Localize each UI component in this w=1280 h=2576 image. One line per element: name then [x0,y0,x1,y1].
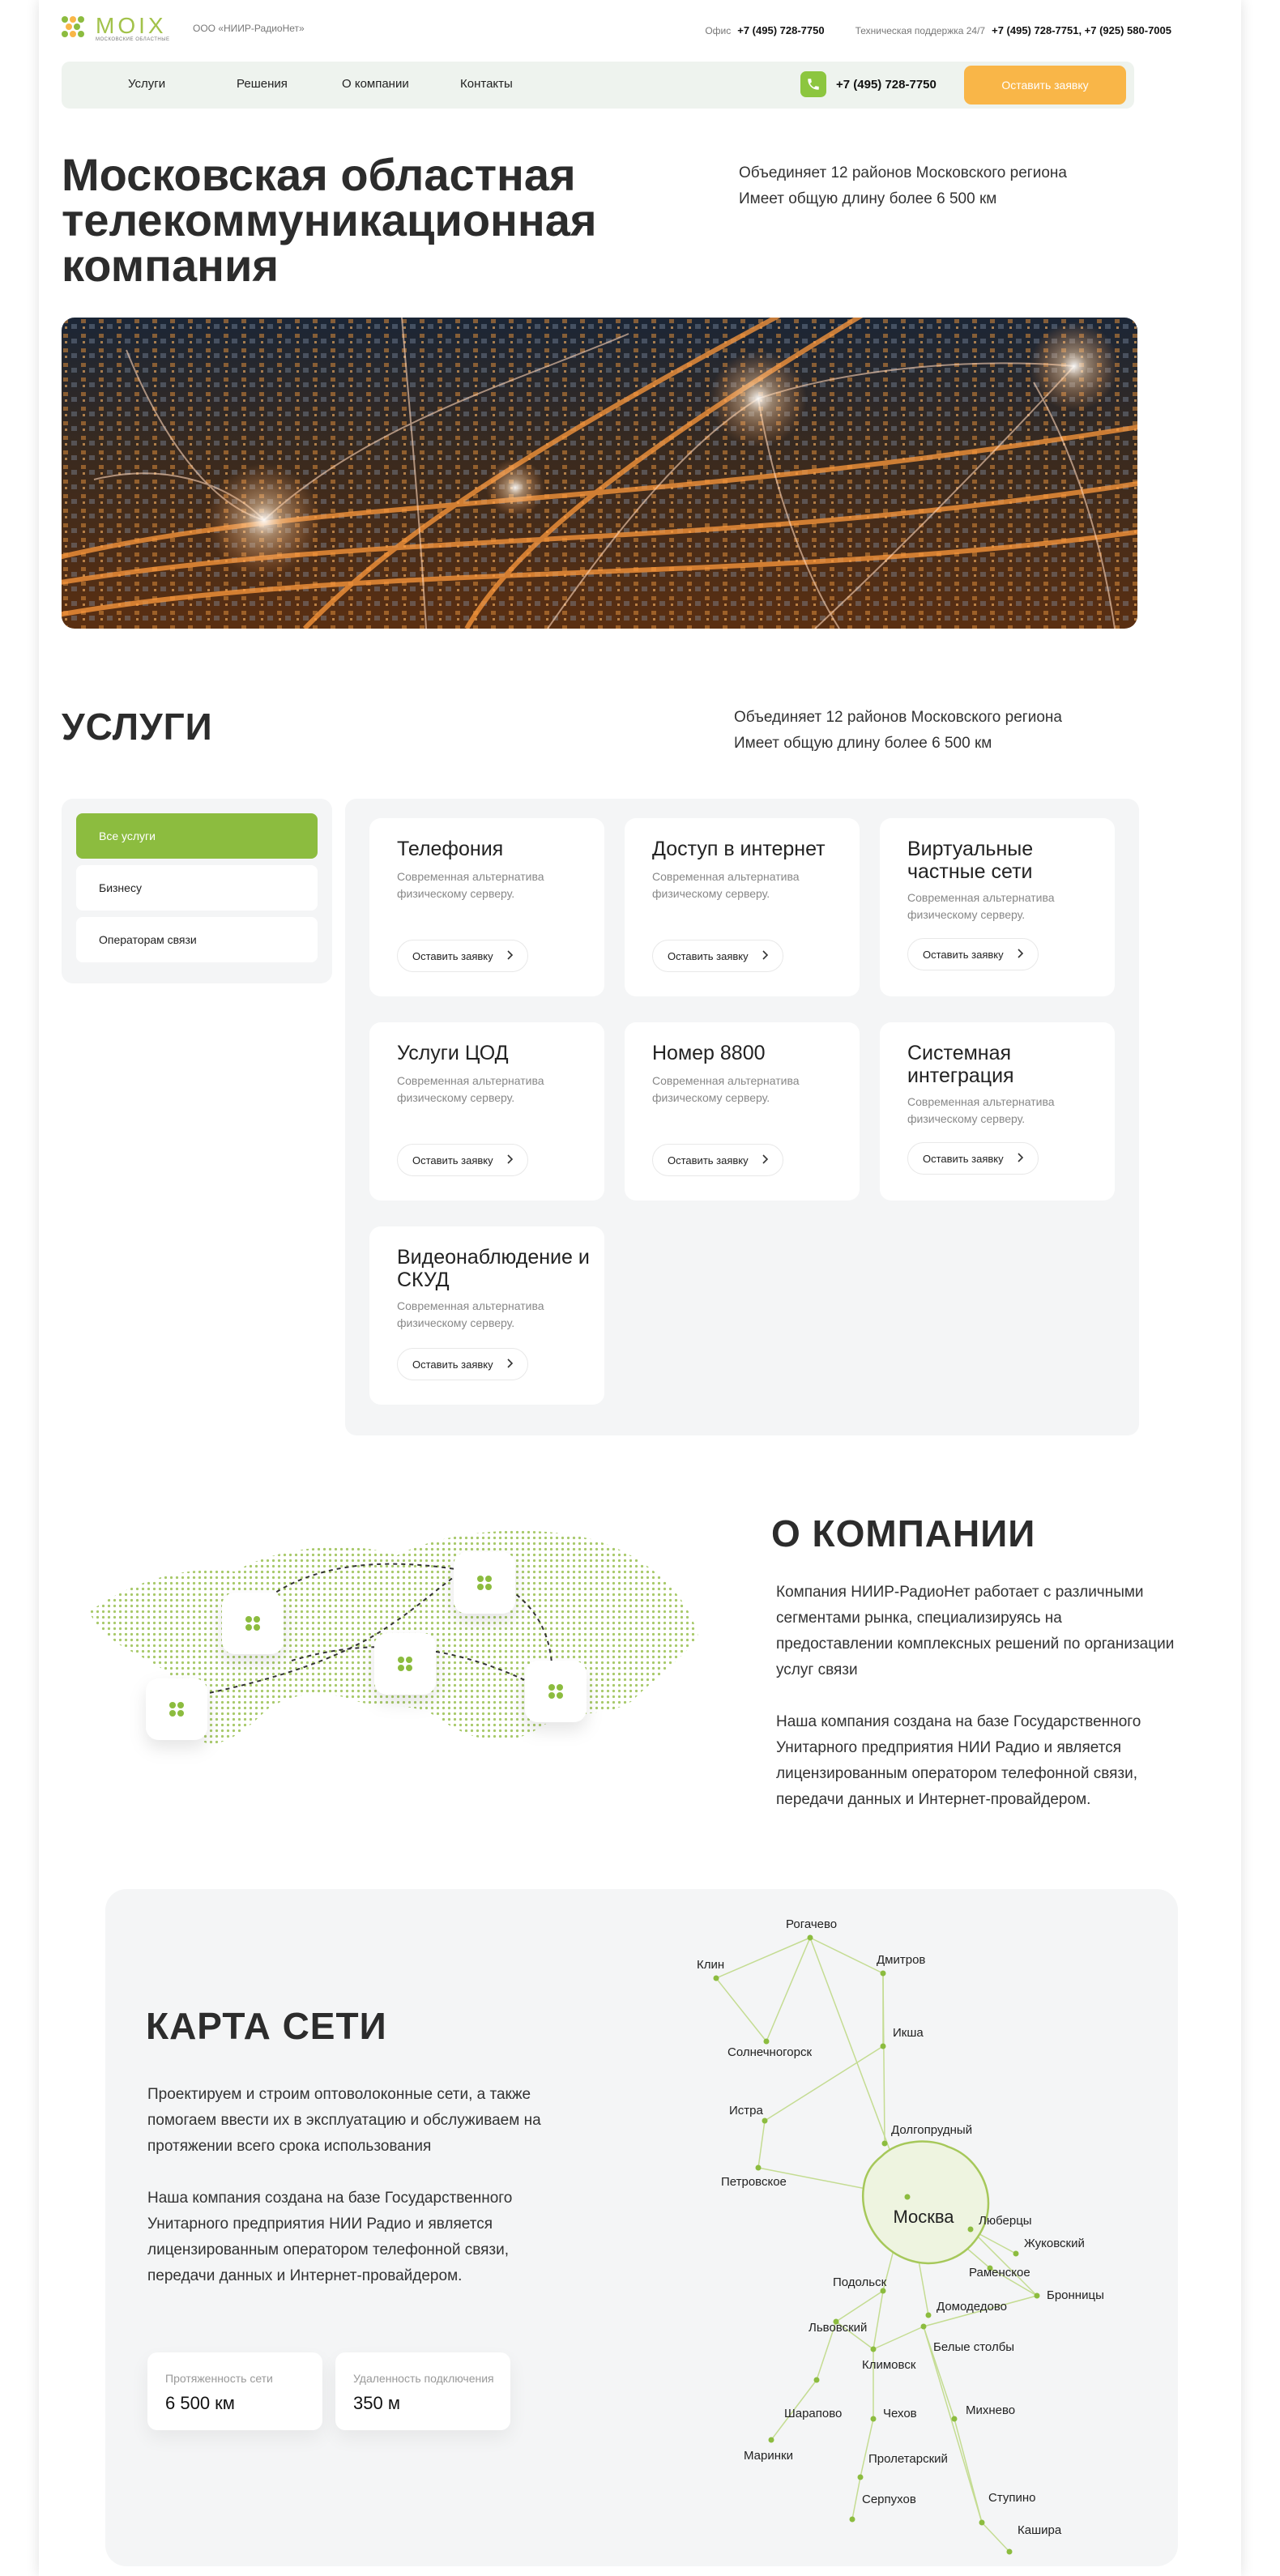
service-card-desc: Современная альтернатива физическому серверу. [907,1095,1055,1125]
map-city-label: Жуковский [1024,2237,1085,2250]
nav-item-contacts[interactable]: Контакты [460,77,513,91]
top-bar [62,11,1171,47]
services-note-line-2: Имеет общую длину более 6 500 км [734,735,992,752]
services-note-line-1: Объединяет 12 районов Московского региона [734,709,1062,726]
logo-mark [62,15,91,37]
services-note [734,705,1062,757]
service-card-button-label: Оставить заявку [923,948,1004,961]
service-card-button-label: Оставить заявку [668,1154,749,1166]
about-paragraph-2: Наша компания создана на базе Государственного Унитарного предприятия НИИ Радио и является лицензированным оператором телефонной связи, передачи данных и Интернет-провайдером. [776,1713,1141,1808]
nav-phone[interactable]: +7 (495) 728-7750 [836,78,937,92]
service-card-title: Доступ в интернет [652,838,826,860]
stat-connection-distance [335,2352,510,2430]
service-card-desc: Современная альтернатива физическому серверу. [397,1074,544,1104]
chevron-right-icon [758,1153,771,1166]
network-map [664,1896,1175,2560]
service-card-datacenter[interactable] [369,1022,604,1201]
main-nav [62,62,1134,109]
chevron-right-icon [758,949,771,962]
logo-text: MOIX [96,13,167,38]
map-city-label: Солнечногорск [727,2045,813,2059]
service-card-button[interactable] [652,1144,783,1176]
hero-note-line-1: Объединяет 12 районов Московского региона [739,164,1067,181]
map-city-label: Дмитров [877,1953,926,1967]
company-name: ООО «НИИР-РадиоНет» [193,23,305,34]
services-title: УСЛУГИ [62,706,213,748]
service-card-button[interactable] [907,1142,1039,1175]
hero-image [62,318,1137,629]
filter-all[interactable]: Все услуги [76,813,318,859]
chevron-right-icon [1013,1151,1026,1164]
stat-value: 350 м [353,2393,400,2413]
network-paragraph-1: Проектируем и строим оптоволоконные сети, а также помогаем ввести их в эксплуатацию и обслуживаем на протяжении всего срока использования [147,2086,541,2155]
about-paragraph-1: Компания НИИР-РадиоНет работает с различными сегментами рынка, специализируясь на предоставлении комплексных решений по организации услуг связи [776,1584,1175,1678]
header-contacts [705,24,1171,36]
about-text [776,1580,1181,1813]
logo-subtitle: МОСКОВСКИЕ ОБЛАСТНЫЕ [96,37,170,42]
map-city-label: Львовский [809,2321,868,2335]
map-city-label: Истра [729,2104,763,2118]
service-card-button[interactable] [652,940,783,972]
service-card-button-label: Оставить заявку [923,1152,1004,1165]
chevron-right-icon [503,1357,516,1370]
service-card-8800[interactable] [625,1022,860,1201]
hero-note-line-2: Имеет общую длину более 6 500 км [739,190,997,207]
map-city-label: Маринки [744,2449,793,2463]
request-button[interactable]: Оставить заявку [964,66,1126,104]
map-city-label: Икша [893,2026,924,2040]
map-city-label: Долгопрудный [891,2123,973,2137]
map-city-label: Раменское [969,2266,1030,2280]
service-card-button-label: Оставить заявку [412,1358,493,1371]
map-city-label: Люберцы [979,2214,1032,2228]
service-card-button[interactable] [397,1348,528,1380]
logo[interactable] [62,11,183,47]
filter-business[interactable]: Бизнесу [76,865,318,911]
map-city-label: Петровское [721,2175,787,2189]
service-card-button[interactable] [907,938,1039,970]
service-card-vpn[interactable] [880,818,1115,996]
chevron-right-icon [1013,947,1026,960]
office-phone[interactable]: +7 (495) 728-7750 [737,24,825,36]
service-card-internet[interactable] [625,818,860,996]
nav-item-solutions[interactable]: Решения [237,77,288,91]
map-city-label: Шарапово [784,2407,843,2420]
service-card-telephony[interactable] [369,818,604,996]
nav-item-about[interactable]: О компании [342,77,409,91]
stat-label: Протяженность сети [165,2372,273,2385]
service-card-title: Услуги ЦОД [397,1042,509,1064]
service-card-button[interactable] [397,1144,528,1176]
filter-operators[interactable]: Операторам связи [76,917,318,962]
service-card-button[interactable] [397,940,528,972]
network-title: КАРТА СЕТИ [146,2005,387,2047]
about-title: О КОМПАНИИ [771,1512,1036,1555]
map-city-label: Рогачево [786,1917,838,1931]
service-card-button-label: Оставить заявку [412,949,493,962]
map-city-label: Серпухов [862,2493,916,2506]
services-grid [345,799,1139,1435]
map-city-label: Климовск [862,2358,916,2372]
service-card-title: Номер 8800 [652,1042,766,1064]
world-map-illustration [89,1507,698,1774]
page-title: Московская областная телекоммуникационная компания [62,149,597,291]
map-city-label: Чехов [883,2407,917,2420]
phone-icon [800,71,826,97]
map-center-label: Москва [893,2207,954,2227]
stat-label: Удаленность подключения [353,2372,494,2385]
service-card-desc: Современная альтернатива физическому серверу. [907,891,1055,921]
map-city-label: Пролетарский [868,2452,948,2466]
network-text [147,2082,544,2289]
service-card-cctv[interactable] [369,1226,604,1405]
service-card-title: Виртуальные частные сети [907,838,1034,883]
map-city-label: Подольск [833,2275,887,2289]
office-label: Офис [705,25,732,36]
hero-note [739,160,1067,212]
map-city-label: Михнево [966,2403,1016,2417]
map-city-label: Белые столбы [933,2340,1015,2354]
service-card-desc: Современная альтернатива физическому серверу. [397,870,544,900]
service-card-desc: Современная альтернатива физическому серверу. [397,1299,544,1329]
service-card-title: Системная интеграция [907,1042,1014,1087]
service-card-title: Видеонаблюдение и СКУД [397,1246,590,1291]
stat-value: 6 500 км [165,2393,235,2413]
service-card-desc: Современная альтернатива физическому серверу. [652,1074,800,1104]
map-city-label: Ступино [988,2491,1036,2505]
services-filter [62,799,332,983]
support-phones[interactable]: +7 (495) 728-7751, +7 (925) 580-7005 [992,24,1171,36]
network-paragraph-2: Наша компания создана на базе Государственного Унитарного предприятия НИИ Радио и является лицензированным оператором телефонной связи, передачи данных и Интернет-провайдером. [147,2190,513,2284]
map-city-label: Домодедово [937,2300,1007,2314]
chevron-right-icon [503,1153,516,1166]
stat-network-length [147,2352,322,2430]
map-city-label: Клин [697,1958,725,1972]
map-city-label: Кашира [1018,2523,1062,2537]
chevron-right-icon [503,949,516,962]
service-card-button-label: Оставить заявку [412,1154,493,1166]
service-card-desc: Современная альтернатива физическому серверу. [652,870,800,900]
nav-item-services[interactable]: Услуги [128,77,166,91]
service-card-title: Телефония [397,838,504,860]
service-card-integration[interactable] [880,1022,1115,1201]
service-card-button-label: Оставить заявку [668,949,749,962]
support-label: Техническая поддержка 24/7 [855,25,986,36]
map-city-label: Бронницы [1047,2288,1104,2302]
